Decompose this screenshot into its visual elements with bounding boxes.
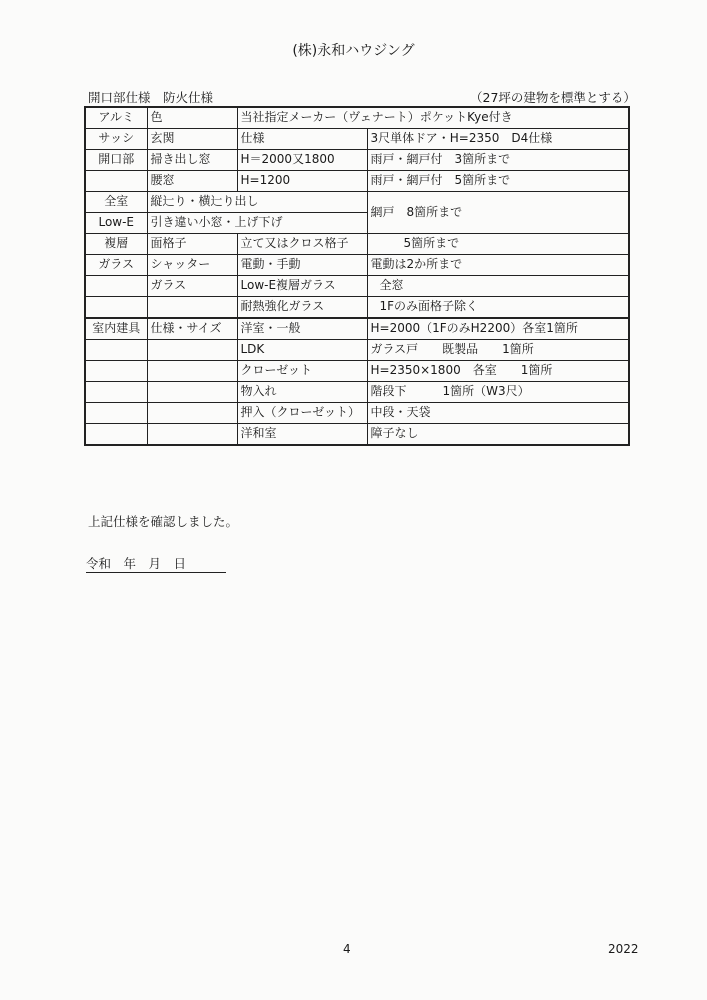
cell: Low-E <box>85 213 147 234</box>
table-row <box>85 192 629 213</box>
cell: Low-E複層ガラス <box>237 276 367 297</box>
cell: 開口部 <box>85 150 147 171</box>
cell: 室内建具 <box>85 318 147 340</box>
section-title: 開口部仕様 防火仕様 <box>88 90 214 105</box>
table-row <box>85 318 629 340</box>
spec-table <box>84 106 630 446</box>
cell <box>85 276 147 297</box>
cell: 洋室・一般 <box>237 318 367 340</box>
cell: LDK <box>237 340 367 361</box>
cell: 電動・手動 <box>237 255 367 276</box>
cell: 階段下 1箇所（W3尺） <box>367 382 629 403</box>
cell: シャッター <box>147 255 237 276</box>
document-year: 2022 <box>608 942 639 956</box>
date-signature-line: 令和 年 月 日 <box>86 554 226 573</box>
cell <box>85 340 147 361</box>
cell: 玄関 <box>147 129 237 150</box>
cell: H=2350×1800 各室 1箇所 <box>367 361 629 382</box>
cell: 全室 <box>85 192 147 213</box>
table-row <box>85 150 629 171</box>
cell: 雨戸・網戸付 5箇所まで <box>367 171 629 192</box>
cell: H＝2000又1800 <box>237 150 367 171</box>
cell: ガラス <box>85 255 147 276</box>
table-row <box>85 424 629 446</box>
table-row <box>85 171 629 192</box>
cell <box>147 382 237 403</box>
cell: 全窓 <box>367 276 629 297</box>
cell: 仕様 <box>237 129 367 150</box>
cell: H=2000（1FのみH2200）各室1箇所 <box>367 318 629 340</box>
cell <box>147 297 237 319</box>
cell: サッシ <box>85 129 147 150</box>
cell: 掃き出し窓 <box>147 150 237 171</box>
cell <box>85 171 147 192</box>
cell: 押入（クローゼット） <box>237 403 367 424</box>
cell <box>85 297 147 319</box>
table-row <box>85 403 629 424</box>
cell: 当社指定メーカー（ヴェナート）ポケットKye付き <box>237 107 629 129</box>
cell: 腰窓 <box>147 171 237 192</box>
cell: 複層 <box>85 234 147 255</box>
cell: 網戸 8箇所まで <box>367 192 629 234</box>
cell <box>85 382 147 403</box>
cell: 物入れ <box>237 382 367 403</box>
company-name: (株)永和ハウジング <box>292 43 415 59</box>
cell: 5箇所まで <box>367 234 629 255</box>
cell: クローゼット <box>237 361 367 382</box>
page-number: 4 <box>343 942 351 956</box>
table-row <box>85 382 629 403</box>
cell: 面格子 <box>147 234 237 255</box>
cell: 雨戸・網戸付 3箇所まで <box>367 150 629 171</box>
cell: 中段・天袋 <box>367 403 629 424</box>
table-row <box>85 297 629 319</box>
cell: 3尺単体ドア・H=2350 D4仕様 <box>367 129 629 150</box>
cell: 色 <box>147 107 237 129</box>
cell <box>147 361 237 382</box>
table-row <box>85 361 629 382</box>
section-note: （27坪の建物を標準とする） <box>470 90 636 105</box>
cell: 仕様・サイズ <box>147 318 237 340</box>
cell: ガラス <box>147 276 237 297</box>
table-row <box>85 255 629 276</box>
cell: 縦辷り・横辷り出し <box>147 192 367 213</box>
cell: 耐熱強化ガラス <box>237 297 367 319</box>
confirmation-text: 上記仕様を確認しました。 <box>88 514 239 529</box>
table-row <box>85 129 629 150</box>
table-row <box>85 234 629 255</box>
cell: 障子なし <box>367 424 629 446</box>
cell: ガラス戸 既製品 1箇所 <box>367 340 629 361</box>
cell <box>147 424 237 446</box>
cell <box>85 403 147 424</box>
table-row <box>85 276 629 297</box>
cell <box>147 340 237 361</box>
cell <box>147 403 237 424</box>
cell: H=1200 <box>237 171 367 192</box>
cell: 引き違い小窓・上げ下げ <box>147 213 367 234</box>
cell: 洋和室 <box>237 424 367 446</box>
cell: 立て又はクロス格子 <box>237 234 367 255</box>
cell: アルミ <box>85 107 147 129</box>
table-row <box>85 107 629 129</box>
cell <box>85 361 147 382</box>
table-row <box>85 340 629 361</box>
cell <box>85 424 147 446</box>
cell: 電動は2か所まで <box>367 255 629 276</box>
cell: 1Fのみ面格子除く <box>367 297 629 319</box>
